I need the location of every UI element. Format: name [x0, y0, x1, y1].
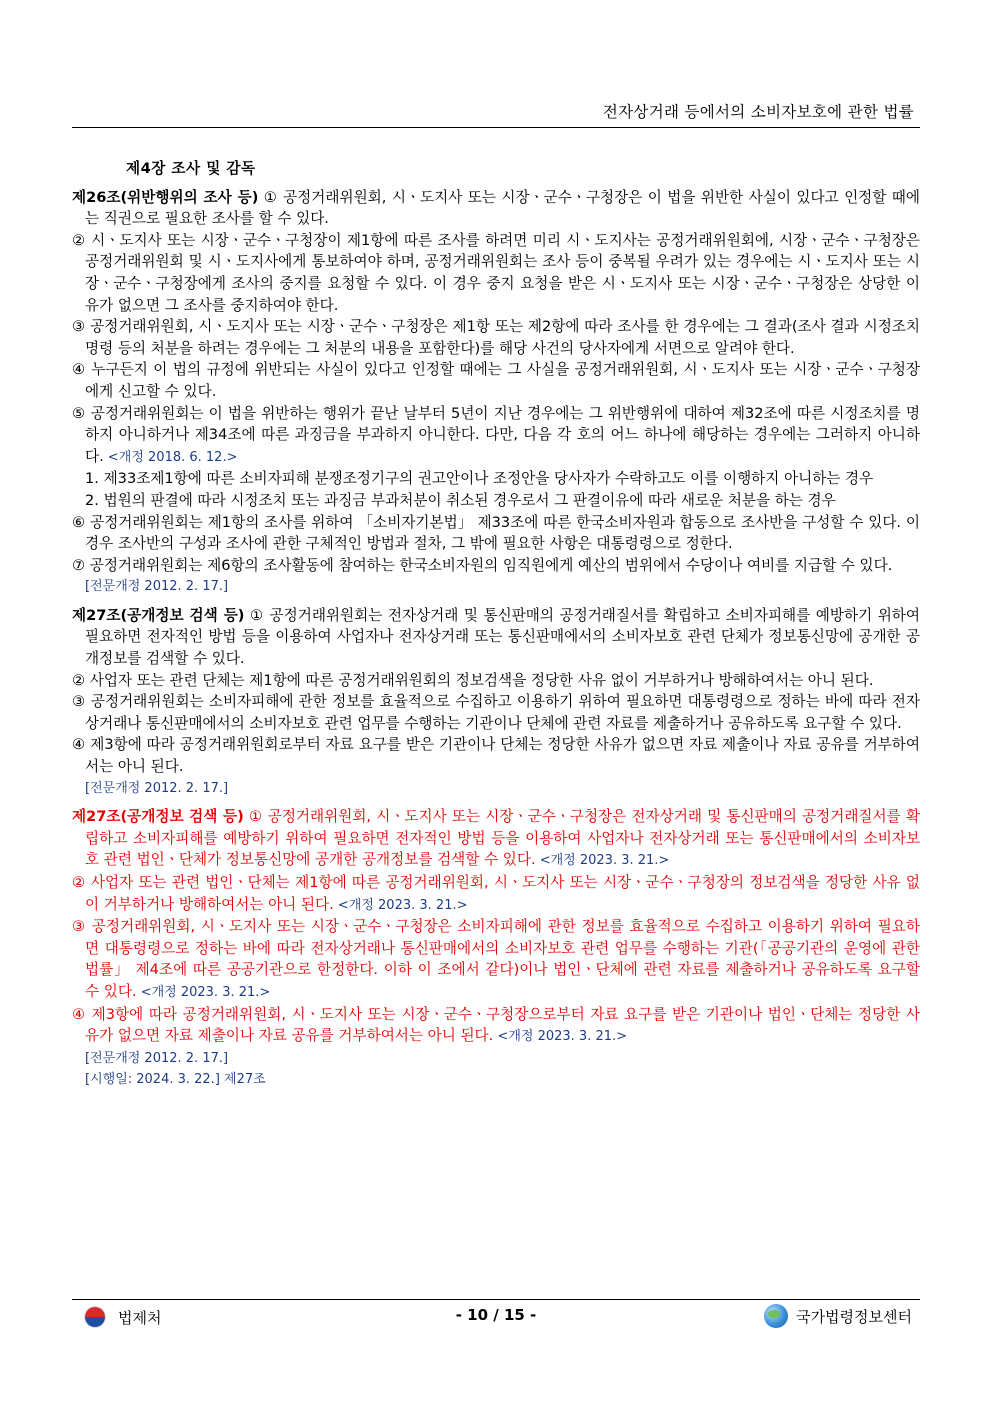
- article-27-future-para-2-amendment[interactable]: <개정 2023. 3. 21.>: [333, 897, 468, 913]
- article-27-para-3: ③ 공정거래위원회는 소비자피해에 관한 정보를 효율적으로 수집하고 이용하기 위하여 필요하면 대통령령으로 정하는 바에 따라 전자상거래나 통신판매에서의 소비자보호 관련 업무를 수행하는 기관이나 단체에 관련 자료를 제출하거나 공유하도록 요구할 수 있다.: [72, 693, 920, 732]
- article-26-para-1-text: ① 공정거래위원회, 시ㆍ도지사 또는 시장ㆍ군수ㆍ구청장은 이 법을 위반한 사실이 있다고 인정할 때에는 직권으로 필요한 조사를 할 수 있다.: [85, 188, 920, 228]
- article-26-item-1: 1. 제33조제1항에 따른 소비자피해 분쟁조정기구의 권고안이나 조정안을 당사자가 수락하고도 이를 이행하지 아니하는 경우: [85, 470, 874, 488]
- footer-right: [764, 1304, 912, 1328]
- article-26-revision-note[interactable]: [전문개정 2012. 2. 17.]: [85, 579, 229, 595]
- article-26-heading[interactable]: 제26조(위반행위의 조사 등): [72, 188, 259, 206]
- article-27-para-4: ④ 제3항에 따라 공정거래위원회로부터 자료 요구를 받은 기관이나 단체는 정당한 사유가 없으면 자료 제출이나 자료 공유를 거부하여서는 아니 된다.: [72, 736, 920, 776]
- article-27-future-revision-note[interactable]: [전문개정 2012. 2. 17.]: [85, 1050, 229, 1066]
- article-26-para-7: ⑦ 공정거래위원회는 제6항의 조사활동에 참여하는 한국소비자원의 임직원에게 예산의 범위에서 수당이나 여비를 지급할 수 있다.: [72, 556, 893, 574]
- article-26-para-5-amendment[interactable]: <개정 2018. 6. 12.>: [103, 449, 238, 465]
- article-27-future-para-1-text: ① 공정거래위원회, 시ㆍ도지사 또는 시장ㆍ군수ㆍ구청장은 전자상거래 및 통신판매의 공정거래질서를 확립하고 소비자피해를 예방하기 위하여 필요하면 전자적인 방법 등을 이용하여 사업자나 전자상거래 또는 통신판매에서의 소비자보호 관련 법인ㆍ단체가 정보통신망에 공개한 공개정보를 검색할 수 있다.: [85, 808, 920, 869]
- article-26-para-4: ④ 누구든지 이 법의 규정에 위반되는 사실이 있다고 인정할 때에는 그 사실을 공정거래위원회, 시ㆍ도지사 또는 시장ㆍ군수ㆍ구청장에게 신고할 수 있다.: [72, 361, 920, 400]
- article-27-future-para-3-text: ③ 공정거래위원회, 시ㆍ도지사 또는 시장ㆍ군수ㆍ구청장은 소비자피해에 관한 정보를 효율적으로 수집하고 이용하기 위하여 필요하면 대통령령으로 정하는 바에 따라 전자상거래나 통신판매에서의 소비자보호 관련 업무를 수행하는 기관(「공공기관의 운영에 관한 법률」 제4조에 따른 공공기관으로 한정한다. 이하 이 조에서 같다)이나 법인ㆍ단체에 관련 자료를 제출하거나 공유하도록 요구할 수 있다.: [72, 918, 920, 1000]
- footer-divider: [72, 1299, 920, 1300]
- article-27-future-para-3-amendment[interactable]: <개정 2023. 3. 21.>: [136, 984, 271, 1000]
- article-27-revision-note[interactable]: [전문개정 2012. 2. 17.]: [85, 780, 229, 796]
- article-27-para-2: ② 사업자 또는 관련 단체는 제1항에 따른 공정거래위원회의 정보검색을 정당한 사유 없이 거부하거나 방해하여서는 아니 된다.: [72, 671, 874, 689]
- article-27-para-1-text: ① 공정거래위원회는 전자상거래 및 통신판매의 공정거래질서를 확립하고 소비자피해를 예방하기 위하여 필요하면 전자적인 방법 등을 이용하여 사업자나 전자상거래 또는 통신판매에서의 소비자보호 관련 단체가 정보통신망에 공개한 공개정보를 검색할 수 있다.: [85, 606, 920, 668]
- article-27-future-effective-date[interactable]: [시행일: 2024. 3. 22.] 제27조: [85, 1072, 266, 1088]
- document-body: [72, 158, 920, 1098]
- article-26-para-3: ③ 공정거래위원회, 시ㆍ도지사 또는 시장ㆍ군수ㆍ구청장은 제1항 또는 제2항에 따라 조사를 한 경우에는 그 결과(조사 결과 시정조치명령 등의 처분을 하려는 경우에는 그 처분의 내용을 포함한다)를 해당 사건의 당사자에게 서면으로 알려야 한다.: [72, 318, 920, 357]
- page-number: - 10 / 15 -: [455, 1306, 537, 1324]
- article-26-para-5-text: ⑤ 공정거래위원회는 이 법을 위반하는 행위가 끝난 날부터 5년이 지난 경우에는 그 위반행위에 대하여 제32조에 따른 시정조치를 명하지 아니하거나 제34조에 따른 과징금을 부과하지 아니한다. 다만, 다음 각 호의 어느 하나에 해당하는 경우에는 그러하지 아니하다.: [72, 404, 920, 465]
- article-27-future-para-3: [72, 916, 920, 1003]
- article-26-para-1: [72, 187, 920, 230]
- article-27-future-para-4: [72, 1004, 920, 1048]
- article-27-future: [72, 806, 920, 1091]
- article-26: [72, 187, 920, 598]
- article-27-future-para-4-text: ④ 제3항에 따라 공정거래위원회, 시ㆍ도지사 또는 시장ㆍ군수ㆍ구청장으로부터 자료 요구를 받은 기관이나 법인ㆍ단체는 정당한 사유가 없으면 자료 제출이나 자료 공유를 거부하여서는 아니 된다.: [72, 1005, 920, 1045]
- article-27-future-para-1-amendment[interactable]: <개정 2023. 3. 21.>: [535, 853, 670, 869]
- article-26-para-5: [72, 403, 920, 469]
- footer-agency-name: 법제처: [118, 1308, 162, 1327]
- article-27: [72, 605, 920, 799]
- article-27-future-para-2-text: ② 사업자 또는 관련 법인ㆍ단체는 제1항에 따른 공정거래위원회, 시ㆍ도지사 또는 시장ㆍ군수ㆍ구청장의 정보검색을 정당한 사유 없이 거부하거나 방해하여서는 아니 된다.: [72, 874, 920, 913]
- article-27-future-para-1: [72, 806, 920, 872]
- article-27-future-heading[interactable]: 제27조(공개정보 검색 등): [72, 808, 244, 826]
- chapter-title: 제4장 조사 및 감독: [126, 160, 256, 177]
- article-27-para-1: [72, 605, 920, 670]
- globe-logo-icon: [764, 1304, 788, 1328]
- article-26-para-6: ⑥ 공정거래위원회는 제1항의 조사를 위하여 「소비자기본법」 제33조에 따른 한국소비자원과 합동으로 조사반을 구성할 수 있다. 이 경우 조사반의 구성과 조사에 관한 구체적인 방법과 절차, 그 밖에 필요한 사항은 대통령령으로 정한다.: [72, 513, 920, 553]
- footer-center-name: 국가법령정보센터: [796, 1307, 912, 1326]
- document-header-title: 전자상거래 등에서의 소비자보호에 관한 법률: [602, 103, 914, 121]
- header-divider: [72, 127, 920, 128]
- article-27-future-para-2: [72, 872, 920, 916]
- article-26-para-2: ② 시ㆍ도지사 또는 시장ㆍ군수ㆍ구청장이 제1항에 따른 조사를 하려면 미리 시ㆍ도지사는 공정거래위원회에, 시장ㆍ군수ㆍ구청장은 공정거래위원회 및 시ㆍ도지사에게 통보하여야 하며, 공정거래위원회는 조사 등이 중복될 우려가 있는 경우에는 시ㆍ도지사 또는 시장ㆍ군수ㆍ구청장에게 조사의 중지를 요청할 수 있다. 이 경우 중지 요청을 받은 시ㆍ도지사 또는 시장ㆍ군수ㆍ구청장은 상당한 이유가 없으면 그 조사를 중지하여야 한다.: [72, 231, 920, 314]
- article-27-future-para-4-amendment[interactable]: <개정 2023. 3. 21.>: [493, 1029, 628, 1045]
- article-26-item-2: 2. 법원의 판결에 따라 시정조치 또는 과징금 부과처분이 취소된 경우로서 그 판결이유에 따라 새로운 처분을 하는 경우: [85, 491, 836, 509]
- article-27-heading[interactable]: 제27조(공개정보 검색 등): [72, 606, 245, 624]
